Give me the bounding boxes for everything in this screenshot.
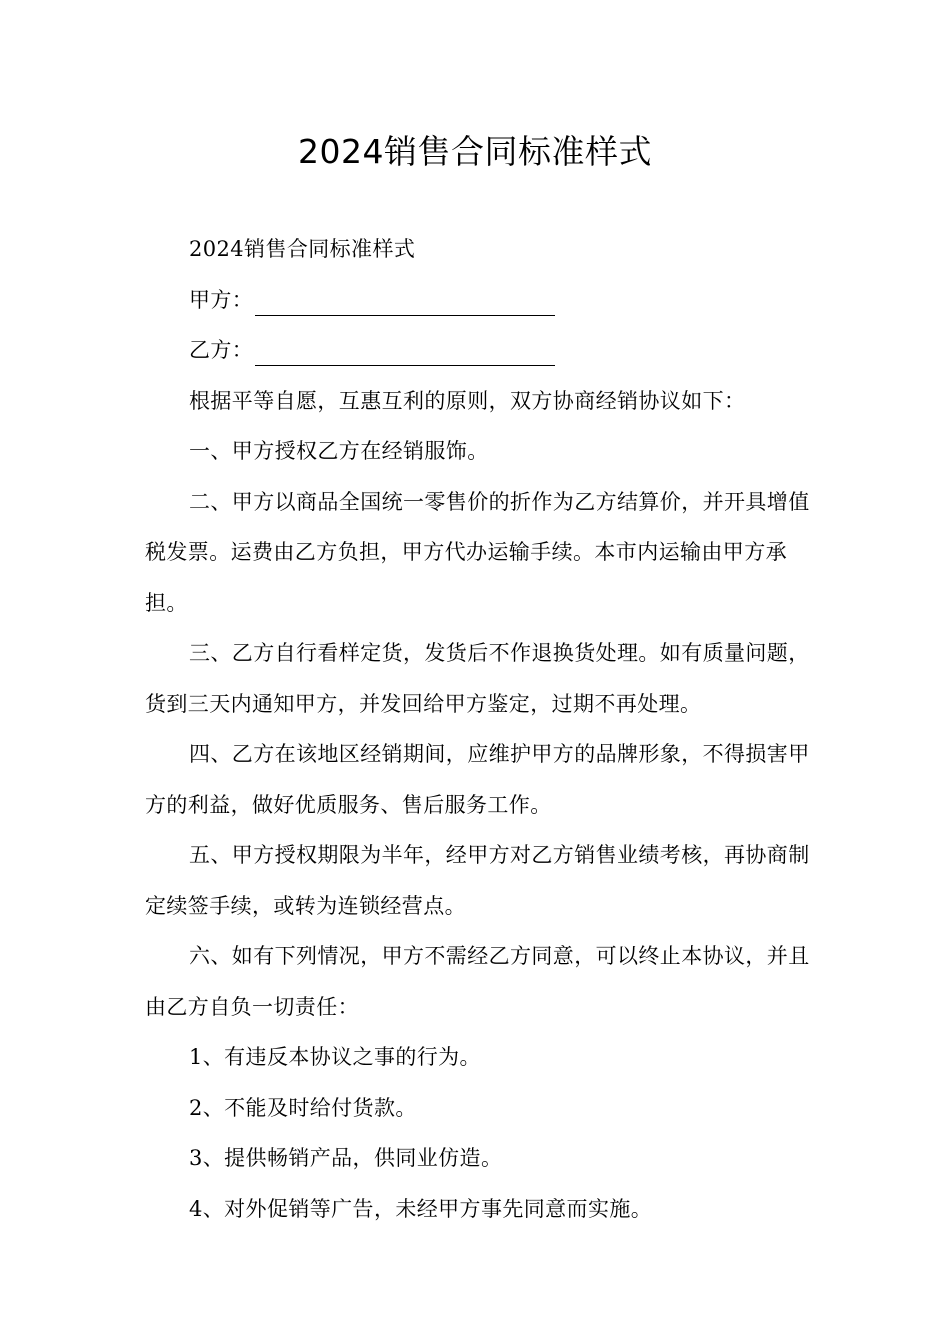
list-item: 3、提供畅销产品，供同业仿造。 xyxy=(189,1146,503,1170)
party-b-label: 乙方： xyxy=(189,338,254,362)
party-a-line xyxy=(145,275,810,326)
document-body xyxy=(145,224,810,1234)
document-subtitle: 2024销售合同标准样式 xyxy=(189,237,416,261)
party-b-line xyxy=(145,325,810,376)
paragraph-clause-6: 六、如有下列情况，甲方不需经乙方同意，可以终止本协议，并且由乙方自负一切责任： xyxy=(145,944,810,1019)
party-a-blank xyxy=(255,287,555,316)
paragraph-clause-1: 一、甲方授权乙方在经销服饰。 xyxy=(189,439,489,463)
list-item: 1、有违反本协议之事的行为。 xyxy=(189,1045,481,1069)
paragraph-clause-4: 四、乙方在该地区经销期间，应维护甲方的品牌形象，不得损害甲方的利益，做好优质服务、售后服务工作。 xyxy=(145,742,810,817)
document-title: 2024销售合同标准样式 xyxy=(298,132,652,171)
paragraph-clause-3: 三、乙方自行看样定货，发货后不作退换货处理。如有质量问题，货到三天内通知甲方，并发回给甲方鉴定，过期不再处理。 xyxy=(145,641,810,716)
party-b-blank xyxy=(255,337,555,366)
party-a-label: 甲方： xyxy=(189,287,254,312)
list-item: 2、不能及时给付货款。 xyxy=(189,1095,417,1120)
paragraph-intro: 根据平等自愿，互惠互利的原则，双方协商经销协议如下： xyxy=(189,388,746,413)
paragraph-clause-5: 五、甲方授权期限为半年，经甲方对乙方销售业绩考核，再协商制定续签手续，或转为连锁经营点。 xyxy=(145,843,810,918)
list-item: 4、对外促销等广告，未经甲方事先同意而实施。 xyxy=(189,1196,653,1221)
paragraph-clause-2: 二、甲方以商品全国统一零售价的折作为乙方结算价，并开具增值税发票。运费由乙方负担，甲方代办运输手续。本市内运输由甲方承担。 xyxy=(145,489,810,615)
